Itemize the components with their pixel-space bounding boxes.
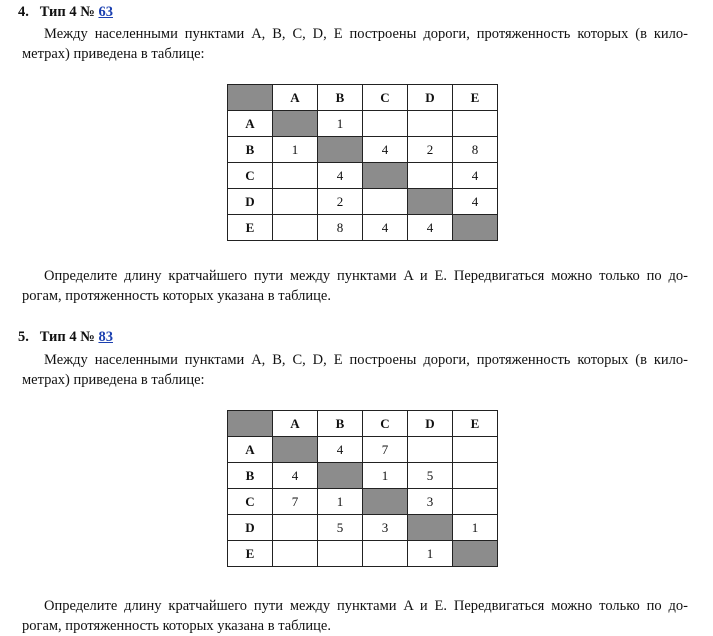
row-header-e: E: [228, 215, 273, 241]
distance-cell: [273, 515, 318, 541]
distance-cell: [453, 111, 498, 137]
column-header-d: D: [408, 85, 453, 111]
table-corner-cell: [228, 85, 273, 111]
task-4-number: 4.: [18, 4, 29, 20]
distance-cell: [318, 541, 363, 567]
diagonal-cell: [363, 163, 408, 189]
diagonal-cell: [318, 137, 363, 163]
distance-cell: 2: [318, 189, 363, 215]
distance-cell: [453, 463, 498, 489]
distance-table-task-5: [227, 410, 498, 567]
task-4-question: [22, 266, 688, 306]
distance-cell: 8: [453, 137, 498, 163]
distance-cell: [363, 189, 408, 215]
distance-cell: [453, 437, 498, 463]
task-4-question-line1: Определите длину кратчайшего пути между пунктами A и E. Передвигаться можно только по до-: [44, 268, 688, 284]
distance-cell: 1: [363, 463, 408, 489]
distance-cell: [273, 541, 318, 567]
column-header-e: E: [453, 411, 498, 437]
diagonal-cell: [453, 541, 498, 567]
table-row: [228, 515, 498, 541]
task-5-question-line2: рогам, протяженность которых указана в таблице.: [22, 618, 331, 634]
distance-cell: 1: [453, 515, 498, 541]
table-row: [228, 437, 498, 463]
distance-cell: 1: [318, 111, 363, 137]
distance-cell: [408, 111, 453, 137]
task-5-question-line1: Определите длину кратчайшего пути между пунктами A и E. Передвигаться можно только по до-: [44, 598, 688, 614]
distance-cell: [408, 163, 453, 189]
table-row: [228, 541, 498, 567]
row-header-b: B: [228, 463, 273, 489]
task-4-link[interactable]: 63: [98, 4, 113, 20]
distance-cell: 4: [453, 189, 498, 215]
diagonal-cell: [318, 463, 363, 489]
task-4-type: Тип 4 №: [39, 4, 95, 20]
diagonal-cell: [408, 189, 453, 215]
column-header-e: E: [453, 85, 498, 111]
column-header-c: C: [363, 411, 408, 437]
distance-cell: 2: [408, 137, 453, 163]
column-header-c: C: [363, 85, 408, 111]
distance-cell: 7: [363, 437, 408, 463]
row-header-a: A: [228, 437, 273, 463]
column-header-d: D: [408, 411, 453, 437]
diagonal-cell: [273, 111, 318, 137]
distance-cell: 4: [363, 137, 408, 163]
row-header-b: B: [228, 137, 273, 163]
column-header-a: A: [273, 85, 318, 111]
table-row: [228, 189, 498, 215]
column-header-a: A: [273, 411, 318, 437]
task-5-header: [18, 327, 113, 347]
distance-cell: 4: [318, 437, 363, 463]
task-4-header: [18, 2, 113, 22]
row-header-c: C: [228, 489, 273, 515]
distance-cell: 4: [363, 215, 408, 241]
distance-cell: [273, 163, 318, 189]
distance-cell: 5: [318, 515, 363, 541]
task-4-question-line2: рогам, протяженность которых указана в таблице.: [22, 288, 331, 304]
task-4-intro-line1: Между населенными пунктами A, B, C, D, E построены дороги, протяженность которых (в кило-: [44, 26, 688, 42]
distance-cell: 7: [273, 489, 318, 515]
table-row: [228, 215, 498, 241]
diagonal-cell: [453, 215, 498, 241]
table-row: [228, 489, 498, 515]
task-5-intro-line1: Между населенными пунктами A, B, C, D, E построены дороги, протяженность которых (в кило-: [44, 352, 688, 368]
task-5-type: Тип 4 №: [39, 329, 95, 345]
distance-cell: [408, 437, 453, 463]
diagonal-cell: [273, 437, 318, 463]
distance-cell: 4: [318, 163, 363, 189]
distance-cell: [363, 111, 408, 137]
table-row: [228, 463, 498, 489]
distance-cell: [363, 541, 408, 567]
distance-cell: 3: [408, 489, 453, 515]
distance-cell: 3: [363, 515, 408, 541]
task-5-number: 5.: [18, 329, 29, 345]
table-row: [228, 137, 498, 163]
distance-cell: 4: [273, 463, 318, 489]
task-5-link[interactable]: 83: [98, 329, 113, 345]
table-row: [228, 163, 498, 189]
row-header-d: D: [228, 189, 273, 215]
diagonal-cell: [363, 489, 408, 515]
distance-cell: 5: [408, 463, 453, 489]
diagonal-cell: [408, 515, 453, 541]
distance-cell: 8: [318, 215, 363, 241]
distance-cell: [273, 189, 318, 215]
column-header-b: B: [318, 85, 363, 111]
distance-cell: 4: [453, 163, 498, 189]
distance-cell: 1: [273, 137, 318, 163]
distance-cell: 4: [408, 215, 453, 241]
task-4-intro: [22, 24, 688, 64]
task-5-question: [22, 596, 688, 636]
row-header-d: D: [228, 515, 273, 541]
task-5-intro: [22, 350, 688, 390]
distance-cell: [273, 215, 318, 241]
distance-cell: 1: [318, 489, 363, 515]
distance-cell: 1: [408, 541, 453, 567]
distance-cell: [453, 489, 498, 515]
row-header-a: A: [228, 111, 273, 137]
table-corner-cell: [228, 411, 273, 437]
distance-table-task-4: [227, 84, 498, 241]
column-header-b: B: [318, 411, 363, 437]
table-header-row: [228, 85, 498, 111]
table-header-row: [228, 411, 498, 437]
row-header-e: E: [228, 541, 273, 567]
task-4-intro-line2: метрах) приведена в таблице:: [22, 46, 205, 62]
row-header-c: C: [228, 163, 273, 189]
table-row: [228, 111, 498, 137]
task-5-intro-line2: метрах) приведена в таблице:: [22, 372, 205, 388]
